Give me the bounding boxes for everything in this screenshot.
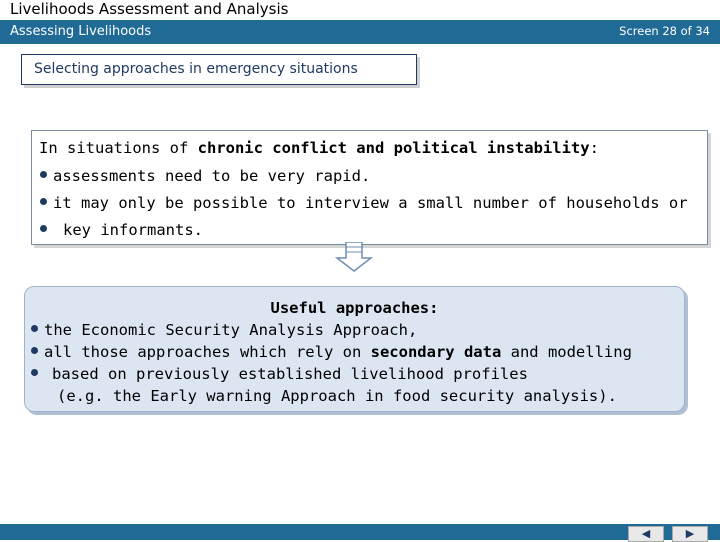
useful-item-text: the Economic Security Analysis Approach, [44, 321, 418, 339]
window-title-bar [0, 0, 720, 20]
section-title: Selecting approaches in emergency situations [34, 61, 358, 77]
section-title-box [21, 54, 417, 85]
useful-item [31, 365, 528, 383]
useful-item [31, 321, 417, 339]
app-title: Livelihoods Assessment and Analysis [10, 0, 289, 18]
useful-heading: Useful approaches: [270, 299, 439, 317]
useful-item [31, 343, 632, 361]
bullet-icon [40, 171, 47, 178]
lesson-title: Assessing Livelihoods [10, 24, 152, 39]
useful-approaches-box [24, 286, 685, 412]
chronic-conflict-box [31, 130, 708, 245]
useful-item-text: and modelling [501, 343, 632, 361]
useful-item-text: based on previously established livelihood profiles [52, 365, 528, 383]
useful-item-text: (e.g. the Early warning Approach in food security analysis). [57, 387, 617, 405]
footer-band [0, 524, 720, 540]
chronic-item-text: assessments need to be very rapid. [53, 167, 371, 185]
useful-item [57, 387, 617, 405]
chronic-lead [39, 139, 599, 157]
forward-arrow-icon: ▶ [685, 527, 695, 540]
chronic-item [40, 221, 203, 239]
bullet-icon [40, 225, 47, 232]
bullet-icon [31, 347, 38, 354]
chronic-item-text: key informants. [63, 221, 203, 239]
chronic-item-text: it may only be possible to interview a small number of households or [53, 194, 688, 212]
chronic-item [40, 167, 370, 185]
back-arrow-icon: ◀ [641, 527, 651, 540]
screen-counter: Screen 28 of 34 [619, 24, 710, 38]
useful-item-bold: secondary data [370, 343, 502, 361]
bullet-icon [31, 369, 38, 376]
useful-item-text: all those approaches which rely on [44, 343, 371, 361]
lead-bold: chronic conflict and political instability [197, 139, 590, 157]
bullet-icon [31, 325, 38, 332]
lead-suffix: : [589, 139, 599, 157]
header-band [0, 20, 720, 44]
down-arrow-icon [335, 242, 373, 272]
lead-prefix: In situations of [39, 139, 198, 157]
chronic-item [40, 194, 688, 212]
bullet-icon [40, 198, 47, 205]
